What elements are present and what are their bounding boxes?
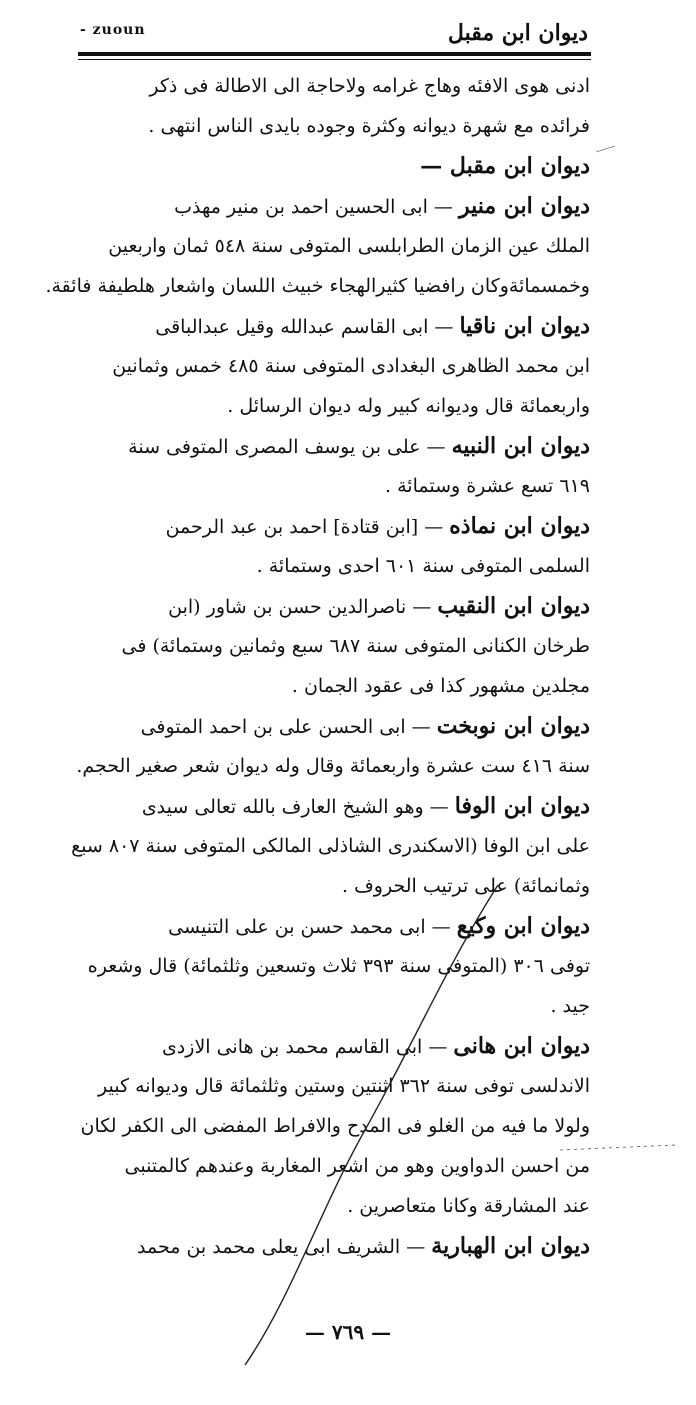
entry-description: — وهو الشيخ العارف بالله تعالى سيدى <box>141 796 449 818</box>
text-line-content: من احسن الدواوين وهو من اشعر المغاربة وعندهم كالمتنبى <box>124 1155 590 1177</box>
text-line <box>80 1106 590 1146</box>
entry-heading-line <box>95 586 590 626</box>
entry-title: ديوان ابن النبيه <box>451 433 590 459</box>
text-line <box>95 466 590 506</box>
text-line <box>95 986 590 1026</box>
text-line <box>95 386 590 426</box>
page-number: — ٧٦٩ — <box>304 1320 392 1344</box>
header-rule-thin <box>78 59 591 60</box>
entry-title: ديوان ابن مقبل — <box>420 153 590 179</box>
text-line-content: على ابن الوفا (الاسكندرى الشاذلى المالكى المتوفى سنة ٨٠٧ سبع <box>71 835 590 857</box>
text-line <box>95 106 590 146</box>
entry-heading-line <box>95 506 590 546</box>
entry-heading-line <box>95 906 590 946</box>
running-header-title: ديوان ابن مقبل <box>447 20 588 46</box>
text-line <box>95 546 590 586</box>
text-line-content: الاندلسى توفى سنة ٣٦٢ اثنتين وستين وثلثمائة قال وديوانه كبير <box>98 1075 590 1097</box>
entry-heading-line <box>95 1226 590 1266</box>
page-body-text <box>45 66 590 1266</box>
entry-heading-line <box>95 786 590 826</box>
entry-title: ديوان ابن ناقيا <box>459 313 590 339</box>
text-line <box>76 746 590 786</box>
text-line <box>95 66 590 106</box>
text-line-content: عند المشارقة وكانا متعاصرين . <box>347 1195 590 1217</box>
entry-heading-line <box>95 426 590 466</box>
entry-heading-line <box>95 1026 590 1066</box>
text-line-content: سنة ٤١٦ ست عشرة واربعمائة وقال وله ديوان شعر صغير الحجم. <box>76 755 590 777</box>
entry-title: ديوان ابن هانى <box>453 1033 590 1059</box>
text-line-content: ولولا ما فيه من الغلو فى المدح والافراط المفضى الى الكفر لكان <box>80 1115 590 1137</box>
entry-heading-line <box>95 146 590 186</box>
entry-description: — ابى القاسم عبدالله وقيل عبدالباقى <box>155 316 454 338</box>
text-line <box>95 1066 590 1106</box>
text-line <box>87 946 590 986</box>
entry-description: — ابى القاسم محمد بن هانى الازدى <box>161 1036 448 1058</box>
text-line-content: طرخان الكنانى المتوفى سنة ٦٨٧ سبع وثمانين وستمائة) فى <box>121 635 590 657</box>
entry-title: ديوان ابن وكيع <box>456 913 590 939</box>
text-line-content: مجلدين مشهور كذا فى عقود الجمان . <box>291 675 590 697</box>
entry-description: — ابى الحسن على بن احمد المتوفى <box>140 716 431 738</box>
text-line <box>95 866 590 906</box>
text-line <box>95 1146 590 1186</box>
entry-title: ديوان ابن الهبارية <box>431 1233 590 1259</box>
text-line <box>95 666 590 706</box>
text-line-content: ابن محمد الظاهرى البغدادى المتوفى سنة ٤٨٥ خمس وثمانين <box>112 355 590 377</box>
entry-heading-line <box>95 306 590 346</box>
entry-heading-line <box>95 706 590 746</box>
entry-title: ديوان ابن نوبخت <box>436 713 590 739</box>
text-line <box>95 1186 590 1226</box>
text-line <box>95 226 590 266</box>
text-line-content: وثمانمائة) على ترتيب الحروف . <box>342 875 590 897</box>
text-line-content: واربعمائة قال وديوانه كبير وله ديوان الرسائل . <box>227 395 590 417</box>
entry-description: — [ابن قتادة] احمد بن عبد الرحمن <box>165 516 444 538</box>
text-line-content: وخمسمائةوكان رافضيا كثيرالهجاء خبيث اللسان واشعار هلطيفة فائقة. <box>45 275 590 297</box>
text-line-content: ادنى هوى الافئه وهاج غرامه ولاحاجة الى الاطالة فى ذكر <box>149 75 590 97</box>
text-line-content: فرائده مع شهرة ديوانه وكثرة وجوده بايدى الناس انتهى . <box>148 115 590 137</box>
text-line <box>71 826 590 866</box>
text-line-content: السلمى المتوفى سنة ٦٠١ احدى وستمائة . <box>256 555 590 577</box>
entry-description: — على بن يوسف المصرى المتوفى سنة <box>128 436 446 458</box>
text-line-content: جيد . <box>550 995 590 1017</box>
header-rule-thick <box>78 52 591 56</box>
text-line <box>95 626 590 666</box>
entry-title: ديوان ابن الوفا <box>454 793 590 819</box>
entry-description: — ابى الحسين احمد بن منير مهذب <box>174 196 453 218</box>
entry-title: ديوان ابن نماذه <box>449 513 590 539</box>
entry-description: — الشريف ابى يعلى محمد بن محمد <box>137 1236 426 1258</box>
text-line-content: توفى ٣٠٦ (المتوفى سنة ٣٩٣ ثلاث وتسعين وثلثمائة) قال وشعره <box>87 955 590 977</box>
entry-title: ديوان ابن منير <box>458 193 590 219</box>
text-line <box>45 266 590 306</box>
entry-description: — ابى محمد حسن بن على التنيسى <box>168 916 451 938</box>
entry-title: ديوان ابن النقيب <box>437 593 590 619</box>
text-line <box>95 346 590 386</box>
entry-description: — ناصرالدين حسن بن شاور (ابن <box>168 596 432 618</box>
running-header-mark: - zuoun <box>80 22 146 38</box>
entry-heading-line <box>95 186 590 226</box>
text-line-content: ٦١٩ تسع عشرة وستمائة . <box>385 475 590 497</box>
text-line-content: الملك عين الزمان الطرابلسى المتوفى سنة ٥٤٨ ثمان واربعين <box>108 235 590 257</box>
